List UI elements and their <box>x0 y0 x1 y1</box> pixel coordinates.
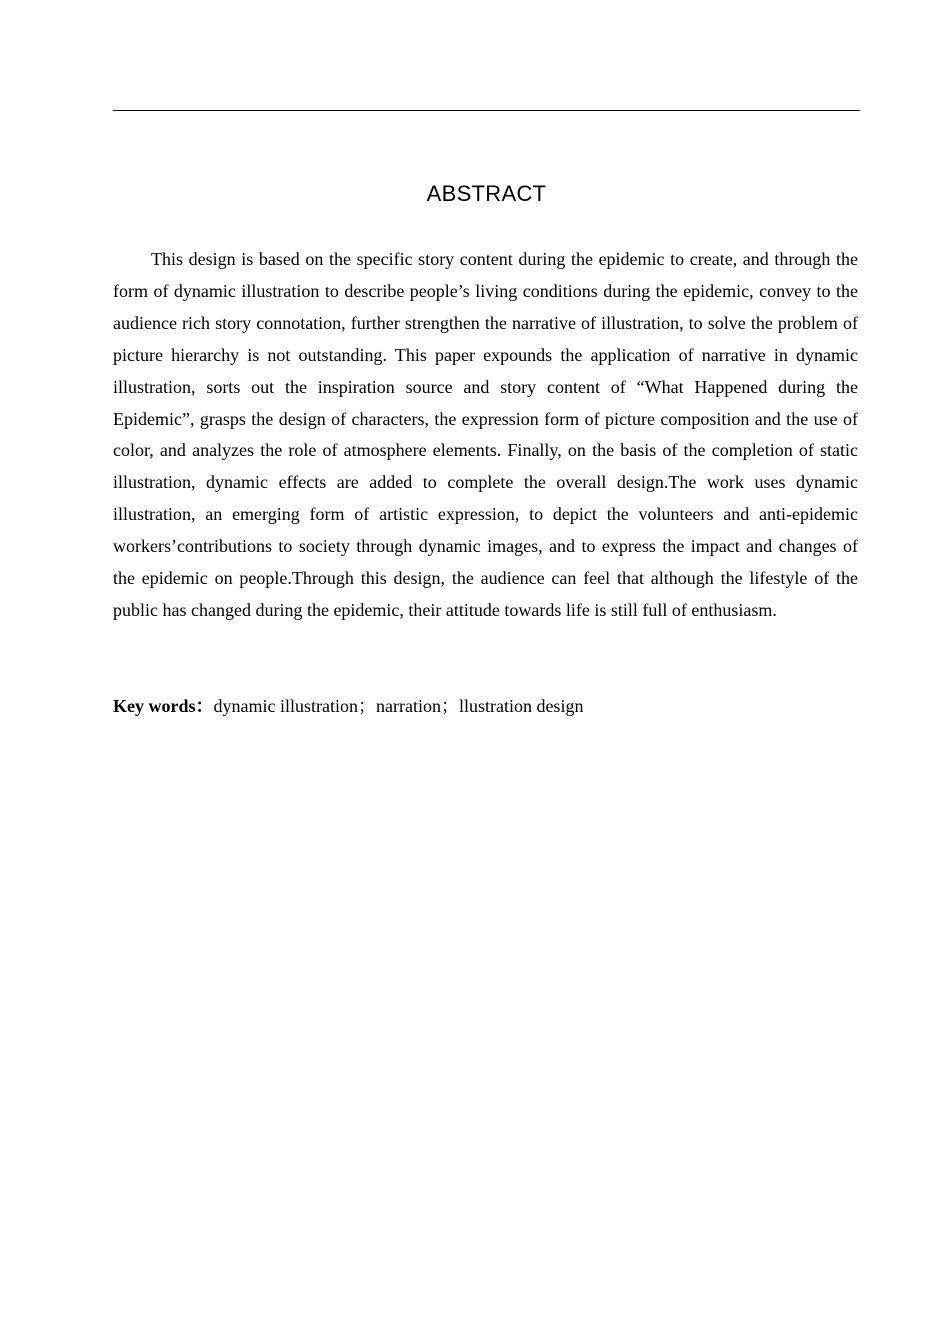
page-title: ABSTRACT <box>426 181 547 206</box>
keywords-label: Key words： <box>113 696 214 716</box>
keyword-item: llustration design <box>458 696 584 716</box>
keyword-separator: ； <box>440 696 459 716</box>
keyword-item: dynamic illustration <box>213 696 358 716</box>
keyword-separator: ； <box>357 696 376 716</box>
header-rule <box>113 110 860 111</box>
keywords-line <box>113 691 858 722</box>
keyword-item: narration <box>375 696 441 716</box>
abstract-body: This design is based on the specific story content during the epidemic to create, and through the form of dynamic illustration to describe people’s living conditions during the epidemic, convey to the audience rich story connotation, further strengthen the narrative of illustration, to solve the problem of picture hierarchy is not outstanding. This paper expounds the application of narrative in dynamic illustration, sorts out the inspiration source and story content of “What Happened during the Epidemic”, grasps the design of characters, the expression form of picture composition and the use of color, and analyzes the role of atmosphere elements. Finally, on the basis of the completion of static illustration, dynamic effects are added to complete the overall design.The work uses dynamic illustration, an emerging form of artistic expression, to depict the volunteers and anti-epidemic workers’contributions to society through dynamic images, and to express the impact and changes of the epidemic on people.Through this design, the audience can feel that although the lifestyle of the public has changed during the epidemic, their attitude towards life is still full of enthusiasm. <box>113 249 858 620</box>
